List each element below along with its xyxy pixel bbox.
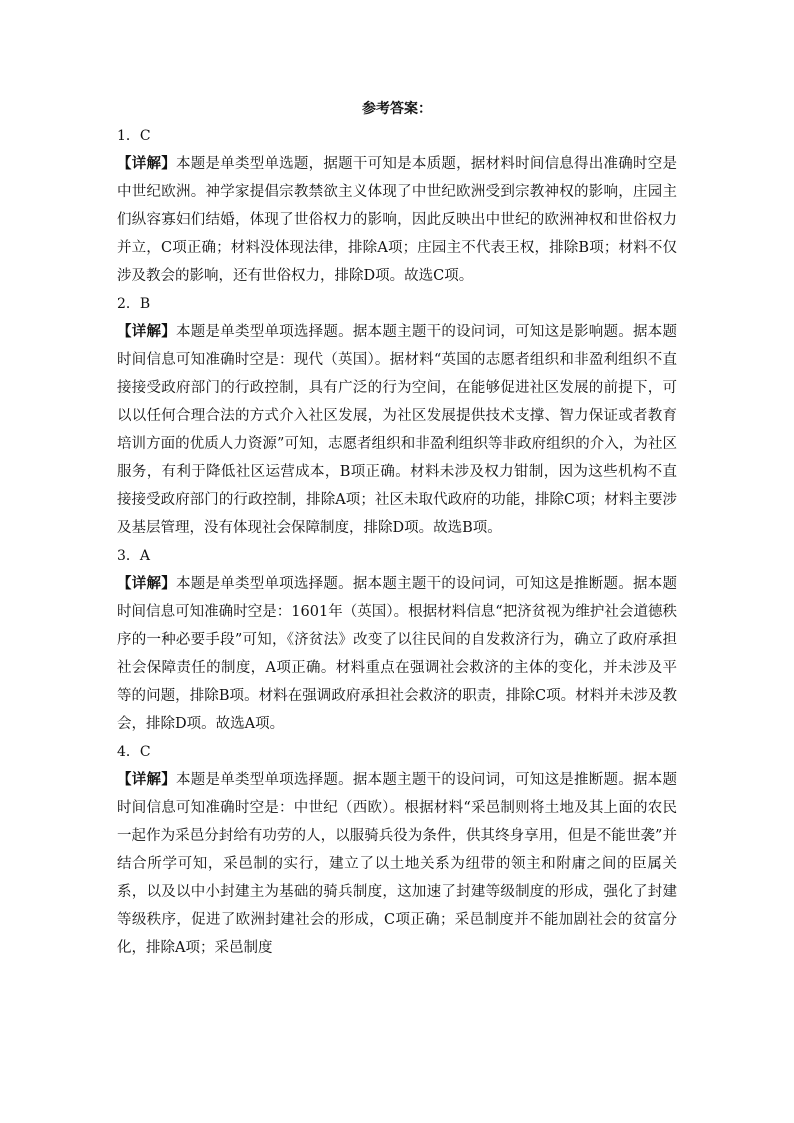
answer-1-number: 1．C [117,128,151,144]
answer-3-explanation [117,570,677,738]
answer-3-tag: 【详解】 [117,575,176,592]
answer-page [117,96,677,962]
answer-2-explanation [117,318,677,542]
answer-4-explanation [117,766,677,962]
page-title: 参考答案： [362,101,432,117]
answer-1-text: 本题是单类型单选题，据题干可知是本质题，据材料时间信息得出准确时空是中世纪欧洲。神学家提倡宗教禁欲主义体现了中世纪欧洲受到宗教神权的影响，庄园主们纵容寡妇们结婚，体现了世俗权力的影响，因此反映出中世纪的欧洲神权和世俗权力并立，C项正确；材料没体现法律，排除A项；庄园主不代表王权，排除B项；材料不仅涉及教会的影响，还有世俗权力，排除D项。故选C项。 [117,156,678,284]
answer-4-tag: 【详解】 [117,771,176,788]
answer-3-number: 3．A [117,548,151,564]
answer-2-text: 本题是单类型单项选择题。据本题主题干的设问词，可知这是影响题。据本题时间信息可知准确时空是：现代（英国）。据材料“英国的志愿者组织和非盈利组织不直接接受政府部门的行政控制，具有广泛的行为空间，在能够促进社区发展的前提下，可以以任何合理合法的方式介入社区发展，为社区发展提供技术支撑、智力保证或者教育培训方面的优质人力资源”可知，志愿者组织和非盈利组织等非政府组织的介入，为社区服务，有利于降低社区运营成本，B项正确。材料未涉及权力钳制，因为这些机构不直接接受政府部门的行政控制，排除A项；社区未取代政府的功能，排除C项；材料主要涉及基层管理，没有体现社会保障制度，排除D项。故选B项。 [117,324,678,536]
answer-4-number: 4．C [117,744,151,760]
answer-1-tag: 【详解】 [117,155,176,172]
answer-1-explanation [117,150,677,290]
answer-2-number: 2．B [117,296,151,312]
answer-4-text: 本题是单类型单项选择题。据本题主题干的设问词，可知这是推断题。据本题时间信息可知准确时空是：中世纪（西欧）。根据材料“采邑制则将土地及其上面的农民一起作为采邑分封给有功劳的人，以服骑兵役为条件，供其终身享用，但是不能世袭”并结合所学可知，采邑制的实行，建立了以土地关系为纽带的领主和附庸之间的臣属关系，以及以中小封建主为基础的骑兵制度，这加速了封建等级制度的形成，强化了封建等级秩序，促进了欧洲封建社会的形成，C项正确；采邑制度并不能加剧社会的贫富分化，排除A项；采邑制度 [117,772,678,956]
answer-3-text: 本题是单类型单项选择题。据本题主题干的设问词，可知这是推断题。据本题时间信息可知准确时空是：1601年（英国）。根据材料信息“把济贫视为维护社会道德秩序的一种必要手段”可知，《济贫法》改变了以往民间的自发救济行为，确立了政府承担社会保障责任的制度，A项正确。材料重点在强调社会救济的主体的变化，并未涉及平等的问题，排除B项。材料在强调政府承担社会救济的职责，排除C项。材料并未涉及教会，排除D项。故选A项。 [117,576,678,732]
answer-2-tag: 【详解】 [117,323,176,340]
